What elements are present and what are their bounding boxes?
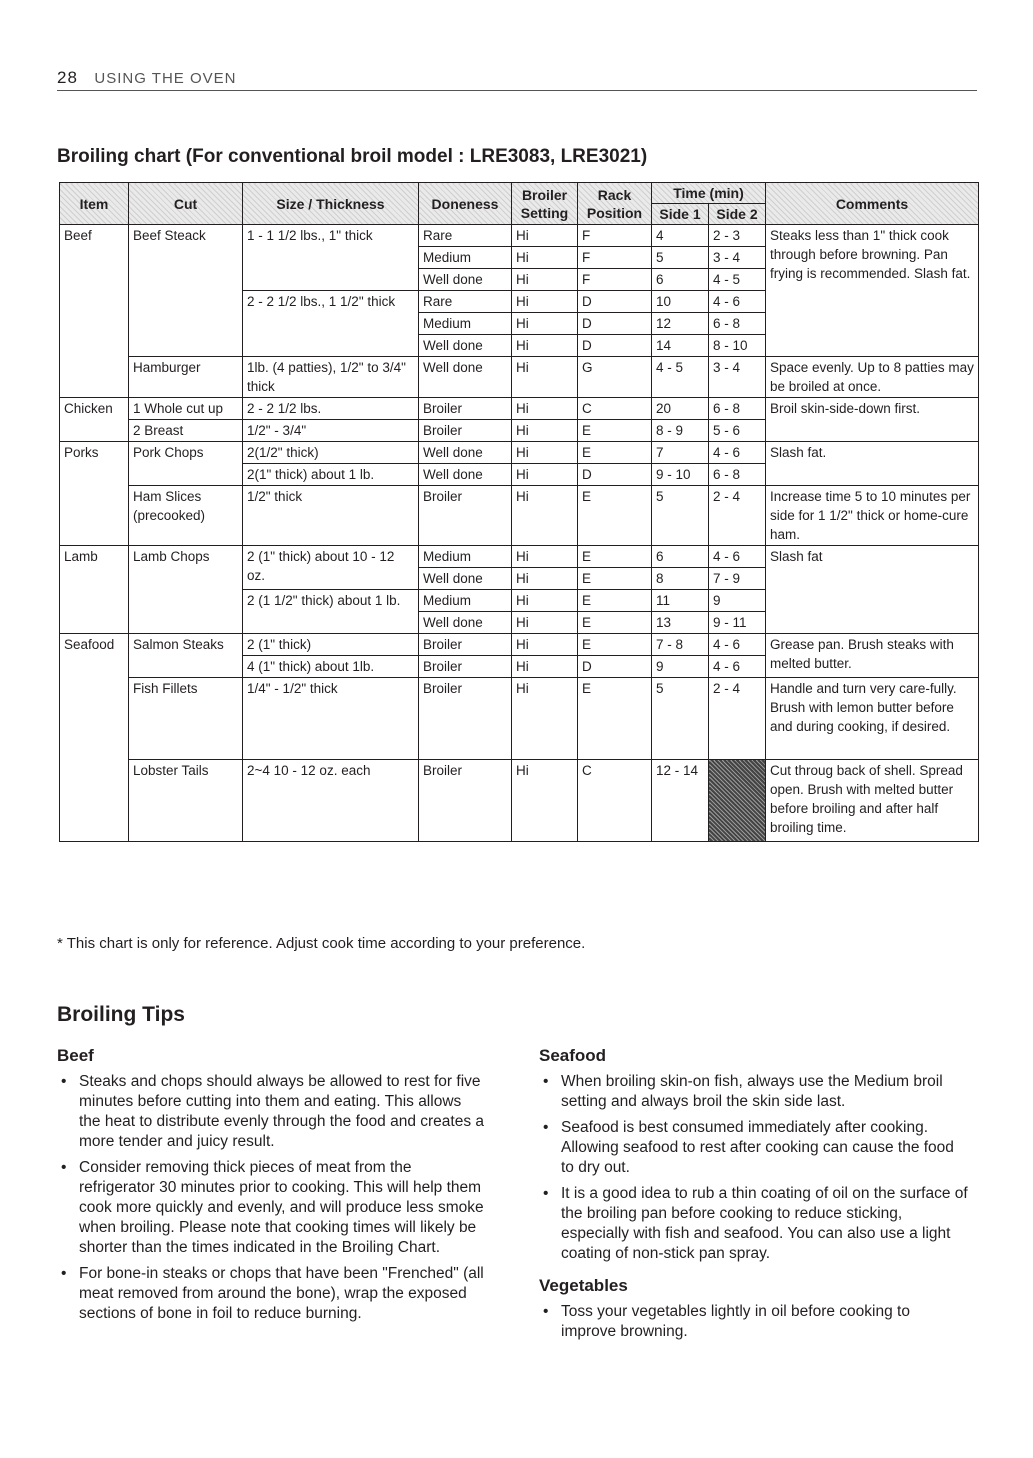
broiler-cell: Hi: [512, 442, 578, 464]
cut-cell: Ham Slices (precooked): [129, 486, 243, 546]
col-item-header: Item: [60, 183, 129, 225]
broiler-cell: Hi: [512, 291, 578, 313]
comment-cell: Slash fat.: [766, 442, 979, 486]
cut-cell: Pork Chops: [129, 442, 243, 486]
side1-cell: 5: [652, 486, 709, 546]
table-row: [60, 442, 979, 464]
doneness-cell: Well done: [419, 464, 512, 486]
side1-cell: 11: [652, 590, 709, 612]
comment-cell: Broil skin-side-down first.: [766, 398, 979, 442]
side2-cell: 6 - 8: [709, 398, 766, 420]
size-cell: 1 - 1 1/2 lbs., 1" thick: [243, 225, 419, 291]
doneness-cell: Rare: [419, 291, 512, 313]
side1-cell: 4: [652, 225, 709, 247]
item-cell: Beef: [60, 225, 129, 398]
side2-cell: 4 - 6: [709, 546, 766, 568]
side2-cell: 4 - 6: [709, 442, 766, 464]
rack-cell: E: [578, 420, 652, 442]
size-cell: 1/2" - 3/4": [243, 420, 419, 442]
side1-cell: 10: [652, 291, 709, 313]
side1-cell: 12: [652, 313, 709, 335]
section-title: USING THE OVEN: [94, 70, 237, 87]
side2-cell: 8 - 10: [709, 335, 766, 357]
side1-cell: 4 - 5: [652, 357, 709, 398]
col-cut-header: Cut: [129, 183, 243, 225]
table-row: [60, 634, 979, 656]
cut-cell: Beef Steack: [129, 225, 243, 357]
comment-cell: Increase time 5 to 10 minutes per side for 1 1/2" thick or home-cure ham.: [766, 486, 979, 546]
side2-cell: 4 - 6: [709, 291, 766, 313]
size-cell: 2(1/2" thick): [243, 442, 419, 464]
broiling-chart-table: [59, 182, 979, 842]
table-row: [60, 678, 979, 760]
side2-cell: 6 - 8: [709, 313, 766, 335]
side2-cell: 2 - 4: [709, 486, 766, 546]
doneness-cell: Broiler: [419, 656, 512, 678]
doneness-cell: Well done: [419, 568, 512, 590]
broiler-cell: Hi: [512, 335, 578, 357]
table-row: [60, 225, 979, 247]
comment-cell: Slash fat: [766, 546, 979, 634]
side2-cell: 7 - 9: [709, 568, 766, 590]
size-cell: 1/2" thick: [243, 486, 419, 546]
col-time-header: Time (min): [652, 183, 766, 204]
size-cell: 2 - 2 1/2 lbs.: [243, 398, 419, 420]
rack-cell: E: [578, 612, 652, 634]
broiler-cell: Hi: [512, 486, 578, 546]
col-side1-header: Side 1: [652, 204, 709, 225]
side2-cell: 5 - 6: [709, 420, 766, 442]
broiler-cell: Hi: [512, 357, 578, 398]
rack-cell: E: [578, 486, 652, 546]
side1-cell: 9 - 10: [652, 464, 709, 486]
side1-cell: 9: [652, 656, 709, 678]
list-item: • It is a good idea to rub a thin coating of oil on the surface of the broiling pan before cooking to reduce sticking, especially with fish and seafood. You can also use a light coating of non-stick pan spray.: [539, 1184, 969, 1264]
broiler-cell: Hi: [512, 546, 578, 568]
broiler-cell: Hi: [512, 760, 578, 842]
item-cell: Chicken: [60, 398, 129, 442]
tips-left-column: [57, 1046, 487, 1336]
rack-cell: E: [578, 634, 652, 656]
side1-cell: 6: [652, 546, 709, 568]
side1-cell: 7 - 8: [652, 634, 709, 656]
rack-cell: D: [578, 656, 652, 678]
doneness-cell: Well done: [419, 335, 512, 357]
col-side2-header: Side 2: [709, 204, 766, 225]
cut-cell: Lobster Tails: [129, 760, 243, 842]
size-cell: 1/4" - 1/2" thick: [243, 678, 419, 760]
size-cell: 1lb. (4 patties), 1/2" to 3/4" thick: [243, 357, 419, 398]
rack-cell: E: [578, 442, 652, 464]
header-row: [60, 183, 979, 204]
side1-cell: 5: [652, 678, 709, 760]
doneness-cell: Medium: [419, 590, 512, 612]
size-cell: 2 (1" thick): [243, 634, 419, 656]
col-doneness-header: Doneness: [419, 183, 512, 225]
size-cell: 2 - 2 1/2 lbs., 1 1/2" thick: [243, 291, 419, 357]
broiler-cell: Hi: [512, 313, 578, 335]
list-item: • For bone-in steaks or chops that have been "Frenched" (all meat removed from around the bone), wrap the exposed sections of bone in foil to reduce burning.: [57, 1264, 487, 1324]
table-row: [60, 357, 979, 398]
comment-cell: Handle and turn very care-fully. Brush with lemon butter before and during cooking, if desired.: [766, 678, 979, 760]
side2-cell: 2 - 3: [709, 225, 766, 247]
rack-cell: E: [578, 546, 652, 568]
doneness-cell: Well done: [419, 612, 512, 634]
comment-cell: Space evenly. Up to 8 patties may be broiled at once.: [766, 357, 979, 398]
size-cell: 4 (1" thick) about 1lb.: [243, 656, 419, 678]
broiler-cell: Hi: [512, 420, 578, 442]
list-item: • When broiling skin-on fish, always use the Medium broil setting and always broil the skin side last.: [539, 1072, 969, 1112]
table-row: [60, 486, 979, 546]
table-row: [60, 398, 979, 420]
broiler-cell: Hi: [512, 612, 578, 634]
item-cell: Seafood: [60, 634, 129, 842]
comment-cell: Cut throug back of shell. Spread open. Brush with melted butter before broiling and after half broiling time.: [766, 760, 979, 842]
broiler-cell: Hi: [512, 656, 578, 678]
chart-title: Broiling chart (For conventional broil model : LRE3083, LRE3021): [57, 146, 648, 167]
side2-shaded-cell: [709, 760, 766, 842]
doneness-cell: Broiler: [419, 634, 512, 656]
size-cell: 2(1" thick) about 1 lb.: [243, 464, 419, 486]
rack-cell: D: [578, 464, 652, 486]
broiler-cell: Hi: [512, 269, 578, 291]
seafood-tips-list: [539, 1072, 969, 1264]
doneness-cell: Medium: [419, 247, 512, 269]
chart-footnote: * This chart is only for reference. Adjust cook time according to your preference.: [57, 935, 586, 952]
rack-cell: E: [578, 590, 652, 612]
broiler-cell: Hi: [512, 678, 578, 760]
cut-cell: Lamb Chops: [129, 546, 243, 634]
comment-cell: Grease pan. Brush steaks with melted butter.: [766, 634, 979, 678]
cut-cell: 1 Whole cut up: [129, 398, 243, 420]
side2-cell: 3 - 4: [709, 357, 766, 398]
rack-cell: E: [578, 568, 652, 590]
doneness-cell: Rare: [419, 225, 512, 247]
side1-cell: 14: [652, 335, 709, 357]
cut-cell: 2 Breast: [129, 420, 243, 442]
rack-cell: F: [578, 225, 652, 247]
rack-cell: F: [578, 269, 652, 291]
doneness-cell: Broiler: [419, 678, 512, 760]
broiler-cell: Hi: [512, 634, 578, 656]
cut-cell: Salmon Steaks: [129, 634, 243, 678]
broiler-cell: Hi: [512, 398, 578, 420]
side1-cell: 7: [652, 442, 709, 464]
vegetables-heading: Vegetables: [539, 1276, 628, 1295]
size-cell: 2 (1" thick) about 10 - 12 oz.: [243, 546, 419, 590]
doneness-cell: Well done: [419, 357, 512, 398]
broiler-cell: Hi: [512, 568, 578, 590]
side1-cell: 8 - 9: [652, 420, 709, 442]
doneness-cell: Well done: [419, 269, 512, 291]
col-broiler-header: Broiler Setting: [512, 183, 578, 225]
side2-cell: 4 - 5: [709, 269, 766, 291]
col-comments-header: Comments: [766, 183, 979, 225]
col-size-header: Size / Thickness: [243, 183, 419, 225]
side1-cell: 12 - 14: [652, 760, 709, 842]
doneness-cell: Broiler: [419, 398, 512, 420]
comment-cell: Steaks less than 1" thick cook through before browning. Pan frying is recommended. Slash fat.: [766, 225, 979, 357]
side2-cell: 4 - 6: [709, 656, 766, 678]
side1-cell: 13: [652, 612, 709, 634]
doneness-cell: Broiler: [419, 760, 512, 842]
broiler-cell: Hi: [512, 464, 578, 486]
rack-cell: G: [578, 357, 652, 398]
side1-cell: 5: [652, 247, 709, 269]
rack-cell: D: [578, 313, 652, 335]
doneness-cell: Medium: [419, 546, 512, 568]
side2-cell: 6 - 8: [709, 464, 766, 486]
side1-cell: 20: [652, 398, 709, 420]
broiler-cell: Hi: [512, 590, 578, 612]
table-row: [60, 760, 979, 842]
page-number: 28: [57, 68, 78, 87]
tips-right-column: [539, 1046, 969, 1354]
rack-cell: C: [578, 760, 652, 842]
side1-cell: 6: [652, 269, 709, 291]
side2-cell: 3 - 4: [709, 247, 766, 269]
beef-tips-list: [57, 1072, 487, 1324]
vegetables-tips-list: [539, 1302, 969, 1342]
side2-cell: 2 - 4: [709, 678, 766, 760]
rack-cell: C: [578, 398, 652, 420]
side1-cell: 8: [652, 568, 709, 590]
item-cell: Porks: [60, 442, 129, 546]
cut-cell: Hamburger: [129, 357, 243, 398]
broiler-cell: Hi: [512, 247, 578, 269]
size-cell: 2 (1 1/2" thick) about 1 lb.: [243, 590, 419, 634]
beef-heading: Beef: [57, 1046, 94, 1065]
rack-cell: E: [578, 678, 652, 760]
size-cell: 2~4 10 - 12 oz. each: [243, 760, 419, 842]
doneness-cell: Broiler: [419, 420, 512, 442]
doneness-cell: Medium: [419, 313, 512, 335]
tips-title: Broiling Tips: [57, 1003, 185, 1026]
list-item: • Seafood is best consumed immediately after cooking. Allowing seafood to rest after cooking can cause the food to dry out.: [539, 1118, 969, 1178]
page-header: [57, 68, 977, 91]
rack-cell: F: [578, 247, 652, 269]
list-item: • Consider removing thick pieces of meat from the refrigerator 30 minutes prior to cooking. This will help them cook more quickly and evenly, and will produce less smoke when broiling. Please note that cooking times will likely be shorter than the times indicated in the Broiling Chart.: [57, 1158, 487, 1258]
cut-cell: Fish Fillets: [129, 678, 243, 760]
rack-cell: D: [578, 291, 652, 313]
doneness-cell: Broiler: [419, 486, 512, 546]
doneness-cell: Well done: [419, 442, 512, 464]
table-row: [60, 546, 979, 568]
col-rack-header: Rack Position: [578, 183, 652, 225]
item-cell: Lamb: [60, 546, 129, 634]
side2-cell: 9: [709, 590, 766, 612]
side2-cell: 4 - 6: [709, 634, 766, 656]
broiler-cell: Hi: [512, 225, 578, 247]
side2-cell: 9 - 11: [709, 612, 766, 634]
rack-cell: D: [578, 335, 652, 357]
list-item: • Toss your vegetables lightly in oil before cooking to improve browning.: [539, 1302, 969, 1342]
seafood-heading: Seafood: [539, 1046, 607, 1065]
list-item: • Steaks and chops should always be allowed to rest for five minutes before cutting into them and eating. This allows the heat to distribute evenly through the food and creates a more tender and juicy result.: [57, 1072, 487, 1152]
